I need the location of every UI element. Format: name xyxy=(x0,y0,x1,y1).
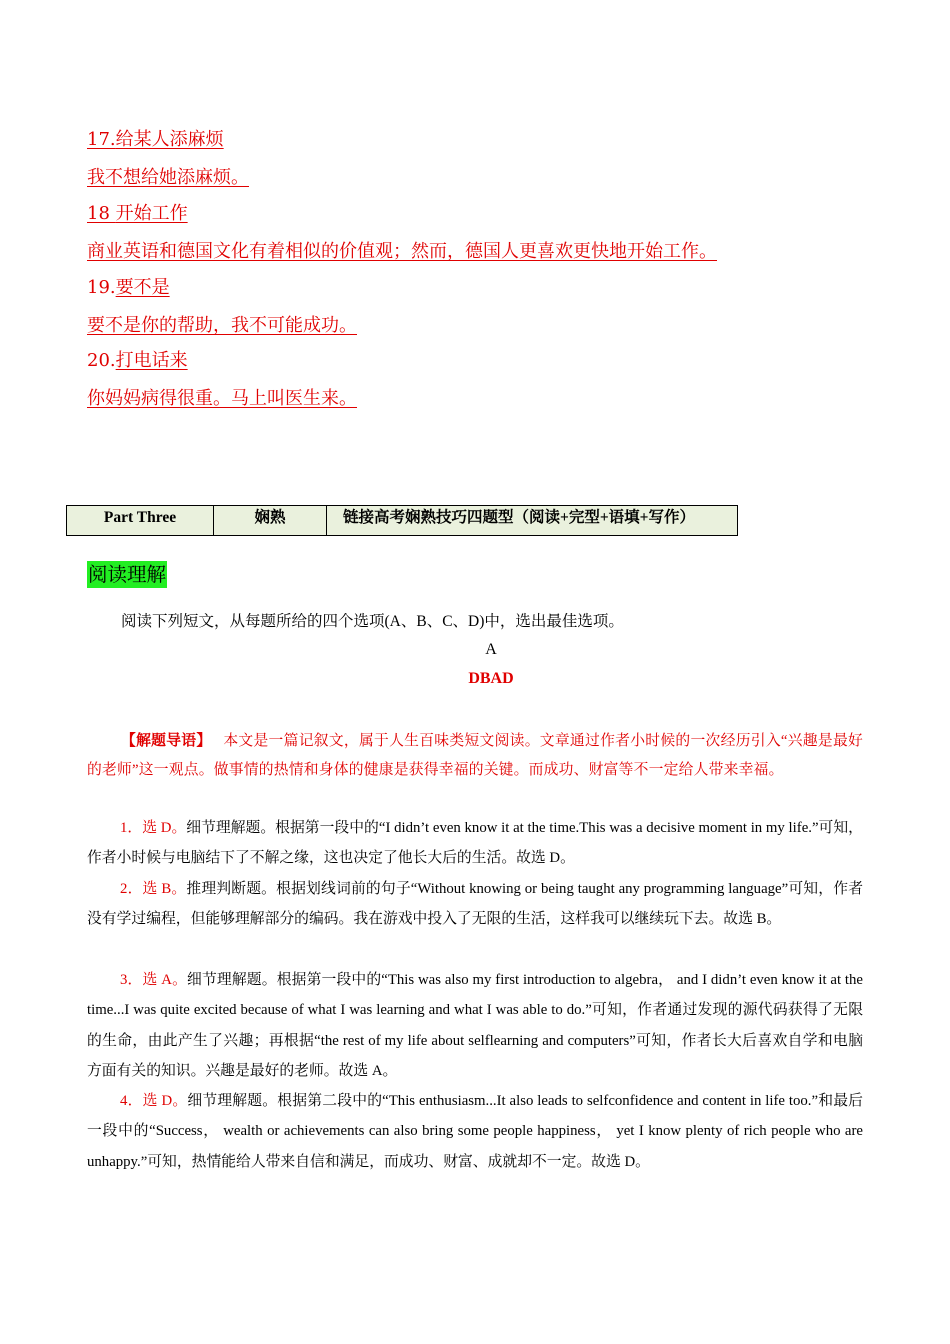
explanation-body: 细节理解题。根据第一段中的“I didn’t even know it at the time.This was a decisive moment in my life.”可知，作者小时候与电脑结下了不解之缘，这也决定了他长大后的生活。故选 D。 xyxy=(87,820,863,867)
explanation-4 xyxy=(87,1086,863,1177)
answer-key: DBAD xyxy=(468,670,514,687)
item-number: 17. xyxy=(87,129,116,150)
item-20-sentence: 你妈妈病得很重。马上叫医生来。 xyxy=(87,388,357,409)
explanation-2 xyxy=(87,874,863,935)
explanation-lead: 3．选 A。 xyxy=(120,972,188,988)
item-17-phrase xyxy=(87,127,224,153)
instruction-text: 阅读下列短文，从每题所给的四个选项(A、B、C、D)中，选出最佳选项。 xyxy=(121,613,624,630)
explanation-body: 细节理解题。根据第一段中的“This was also my first introduction to algebra， and I didn’t even know it at the time...I was quite excited because of what I was learning and what I was able to do.”可知，作者通过发现的源代码获得了无限的生命，由此产生了兴趣；再根据“the rest of my life about selflearning and computers”可知，作者长大后喜欢自学和电脑方面有关的知识。兴趣是最好的老师。故选 A。 xyxy=(87,972,864,1079)
explanation-body: 细节理解题。根据第二段中的“This enthusiasm...It also leads to selfconfidence and content in life too.”和最后一段中的“Success， wealth or achievements can also bring some people happiness， yet I know plenty of rich people who are unhappy.”可知，热情能给人带来自信和满足，而成功、财富、成就却不一定。故选 D。 xyxy=(87,1093,863,1170)
table-cell-skill: 娴熟 xyxy=(214,506,327,535)
item-number: 20. xyxy=(87,350,116,371)
table-cell-description: 链接高考娴熟技巧四题型（阅读+完型+语填+写作） xyxy=(343,509,695,526)
item-19-sentence: 要不是你的帮助，我不可能成功。 xyxy=(87,315,357,336)
explanation-body: 推理判断题。根据划线词前的句子“Without knowing or being taught any programming language”可知，作者没有学过编程，但能够理解部分的编码。我在游戏中投入了无限的生活，这样我可以继续玩下去。故选 B。 xyxy=(87,881,863,928)
explanation-1 xyxy=(87,813,863,874)
guide-text: 本文是一篇记叙文，属于人生百味类短文阅读。文章通过作者小时候的一次经历引入“兴趣是最好的老师”这一观点。做事情的热情和身体的健康是获得幸福的关键。而成功、财富等不一定给人带来幸福。 xyxy=(87,733,864,778)
passage-label: A xyxy=(485,641,497,658)
item-number: 18 xyxy=(87,203,116,224)
explanation-lead: 4．选 D。 xyxy=(120,1093,188,1109)
item-number: 19. xyxy=(87,277,116,298)
item-20-phrase xyxy=(87,348,188,374)
table-cell-part: Part Three xyxy=(67,506,214,535)
item-phrase: 给某人添麻烦 xyxy=(115,129,224,150)
section-title: 阅读理解 xyxy=(88,563,167,586)
item-phrase: 要不是 xyxy=(115,277,170,298)
item-18-sentence: 商业英语和德国文化有着相似的价值观；然而，德国人更喜欢更快地开始工作。 xyxy=(87,241,717,262)
explanation-3 xyxy=(87,965,863,1086)
explanation-lead: 1．选 D。 xyxy=(120,820,187,836)
item-17-sentence: 我不想给她添麻烦。 xyxy=(87,167,249,188)
item-phrase: 开始工作 xyxy=(115,203,188,224)
guide-paragraph xyxy=(87,727,863,784)
item-18-phrase xyxy=(87,201,188,227)
item-19-phrase xyxy=(87,275,170,301)
guide-label: 【解题导语】 xyxy=(121,733,212,749)
explanation-lead: 2．选 B。 xyxy=(120,881,187,897)
part-three-table xyxy=(66,505,738,536)
item-phrase: 打电话来 xyxy=(115,350,188,371)
